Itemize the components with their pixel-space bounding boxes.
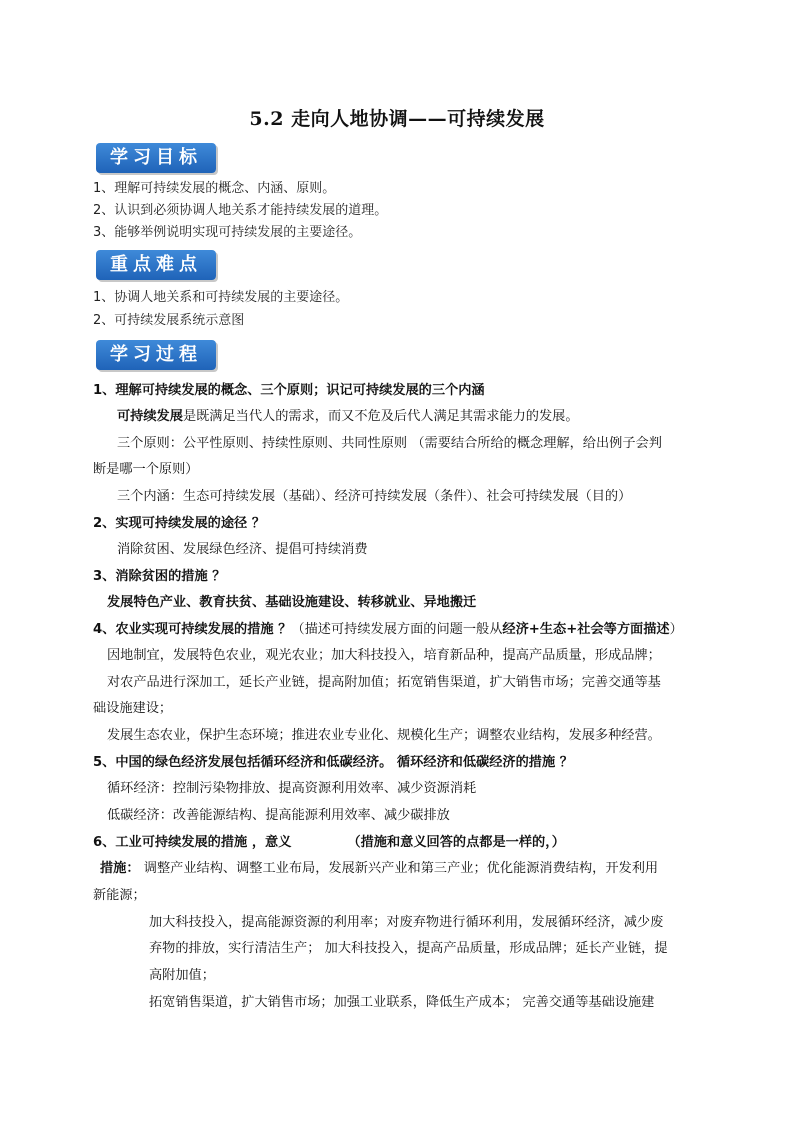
answer-4-line: 发展生态农业，保护生态环境；推进农业专业化、规模化生产；调整农业结构，发展多种经营。 <box>107 728 661 743</box>
objective-item: 1、理解可持续发展的概念、内涵、原则。 <box>93 181 336 196</box>
principles-line-cont: 断是哪一个原则） <box>93 462 199 477</box>
definition-line <box>117 404 579 430</box>
question-6: 6、工业可持续发展的措施 ，意义 （措施和意义回答的点都是一样的，） <box>93 835 565 850</box>
answer-4-line: 础设施建设； <box>93 701 173 716</box>
question-5: 5、中国的绿色经济发展包括循环经济和低碳经济。 循环经济和低碳经济的措施 ？ <box>93 755 573 770</box>
measures-line: 高附加值； <box>149 968 215 983</box>
measures-line: 加大科技投入，提高能源资源的利用率；对废弃物进行循环利用，发展循环经济，减少废 <box>149 915 664 930</box>
question-4: 4、农业实现可持续发展的措施 ？（描述可持续发展方面的问题一般从经济+生态+社会等方面描述） <box>93 622 683 637</box>
objective-item: 2、认识到必须协调人地关系才能持续发展的道理。 <box>93 203 388 218</box>
measures-line: 新能源； <box>93 888 146 903</box>
objective-item: 3、能够举例说明实现可持续发展的主要途径。 <box>93 225 362 240</box>
question-2: 2、实现可持续发展的途径 ？ <box>93 516 266 531</box>
question-1: 1、理解可持续发展的概念、三个原则；识记可持续发展的三个内涵 <box>93 383 485 398</box>
answer-5-line: 循环经济：控制污染物排放、提高资源利用效率、减少资源消耗 <box>107 781 477 796</box>
answer-3: 发展特色产业、教育扶贫、基础设施建设、转移就业、异地搬迁 <box>107 595 477 610</box>
answer-4-line: 因地制宜，发展特色农业，观光农业；加大科技投入，培育新品种，提高产品质量，形成品牌； <box>107 648 661 663</box>
measures-line: 拓宽销售渠道，扩大销售市场；加强工业联系，降低生产成本； 完善交通等基础设施建 <box>149 995 655 1010</box>
principles-line: 三个原则：公平性原则、持续性原则、共同性原则 （需要结合所给的概念理解，给出例子会判 <box>117 436 662 451</box>
definition-term: 可持续发展 <box>117 409 183 424</box>
connotations-line: 三个内涵：生态可持续发展（基础）、经济可持续发展（条件）、社会可持续发展（目的） <box>117 489 632 504</box>
key-point-item: 1、协调人地关系和可持续发展的主要途径。 <box>93 290 349 305</box>
measures-label: 措施： <box>100 861 140 876</box>
answer-2: 消除贫困、发展绿色经济、提倡可持续消费 <box>117 542 368 557</box>
measures-line: 弃物的排放，实行清洁生产； 加大科技投入，提高产品质量，形成品牌；延长产业链，提 <box>149 941 668 956</box>
page-title: 5.2 走向人地协调——可持续发展 <box>249 108 545 130</box>
process-badge: 学习过程 <box>96 340 216 370</box>
key-points-badge: 重点难点 <box>96 250 216 280</box>
measures-line: 措施： 调整产业结构、调整工业布局，发展新兴产业和第三产业；优化能源消费结构，开发利用 <box>100 861 659 876</box>
objectives-badge: 学习目标 <box>96 143 216 173</box>
answer-5-line: 低碳经济：改善能源结构、提高能源利用效率、减少碳排放 <box>107 808 450 823</box>
definition-text: 是既满足当代人的需求，而又不危及后代人满足其需求能力的发展。 <box>182 409 579 424</box>
answer-4-line: 对农产品进行深加工，延长产业链，提高附加值；拓宽销售渠道，扩大销售市场；完善交通等基 <box>107 675 661 690</box>
key-point-item: 2、可持续发展系统示意图 <box>93 313 245 328</box>
question-3: 3、消除贫困的措施 ？ <box>93 569 226 584</box>
